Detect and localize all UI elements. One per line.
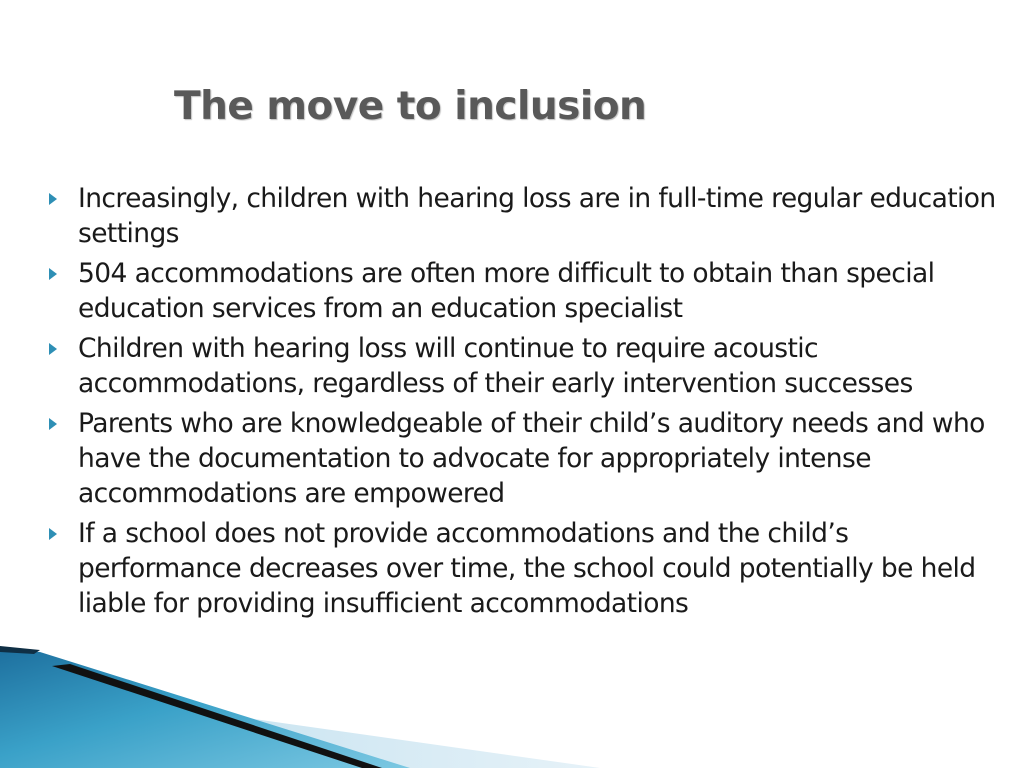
bullet-item: [47, 331, 1017, 401]
triangle-right-icon: [49, 528, 57, 540]
bullet-text: Parents who are knowledgeable of their child’s auditory needs and who have the documentation to advocate for appropriately intense accommodations are empowered: [78, 408, 985, 509]
bullet-text: If a school does not provide accommodations and the child’s performance decreases over time, the school could potentially be held liable for providing insufficient accommodations: [78, 518, 976, 619]
bullet-item: [47, 256, 1017, 326]
bullet-text: Children with hearing loss will continue to require acoustic accommodations, regardless of their early intervention successes: [78, 333, 913, 399]
bullet-text: Increasingly, children with hearing loss are in full-time regular education settings: [78, 183, 996, 249]
triangle-right-icon: [49, 268, 57, 280]
triangle-right-icon: [49, 343, 57, 355]
triangle-right-icon: [49, 418, 57, 430]
bullet-list: [47, 181, 1017, 626]
slide-title: The move to inclusion: [174, 84, 647, 129]
bullet-item: [47, 516, 1017, 621]
bullet-text: 504 accommodations are often more difficult to obtain than special education services from an education specialist: [78, 258, 935, 324]
bullet-item: [47, 406, 1017, 511]
triangle-right-icon: [49, 193, 57, 205]
bullet-item: [47, 181, 1017, 251]
